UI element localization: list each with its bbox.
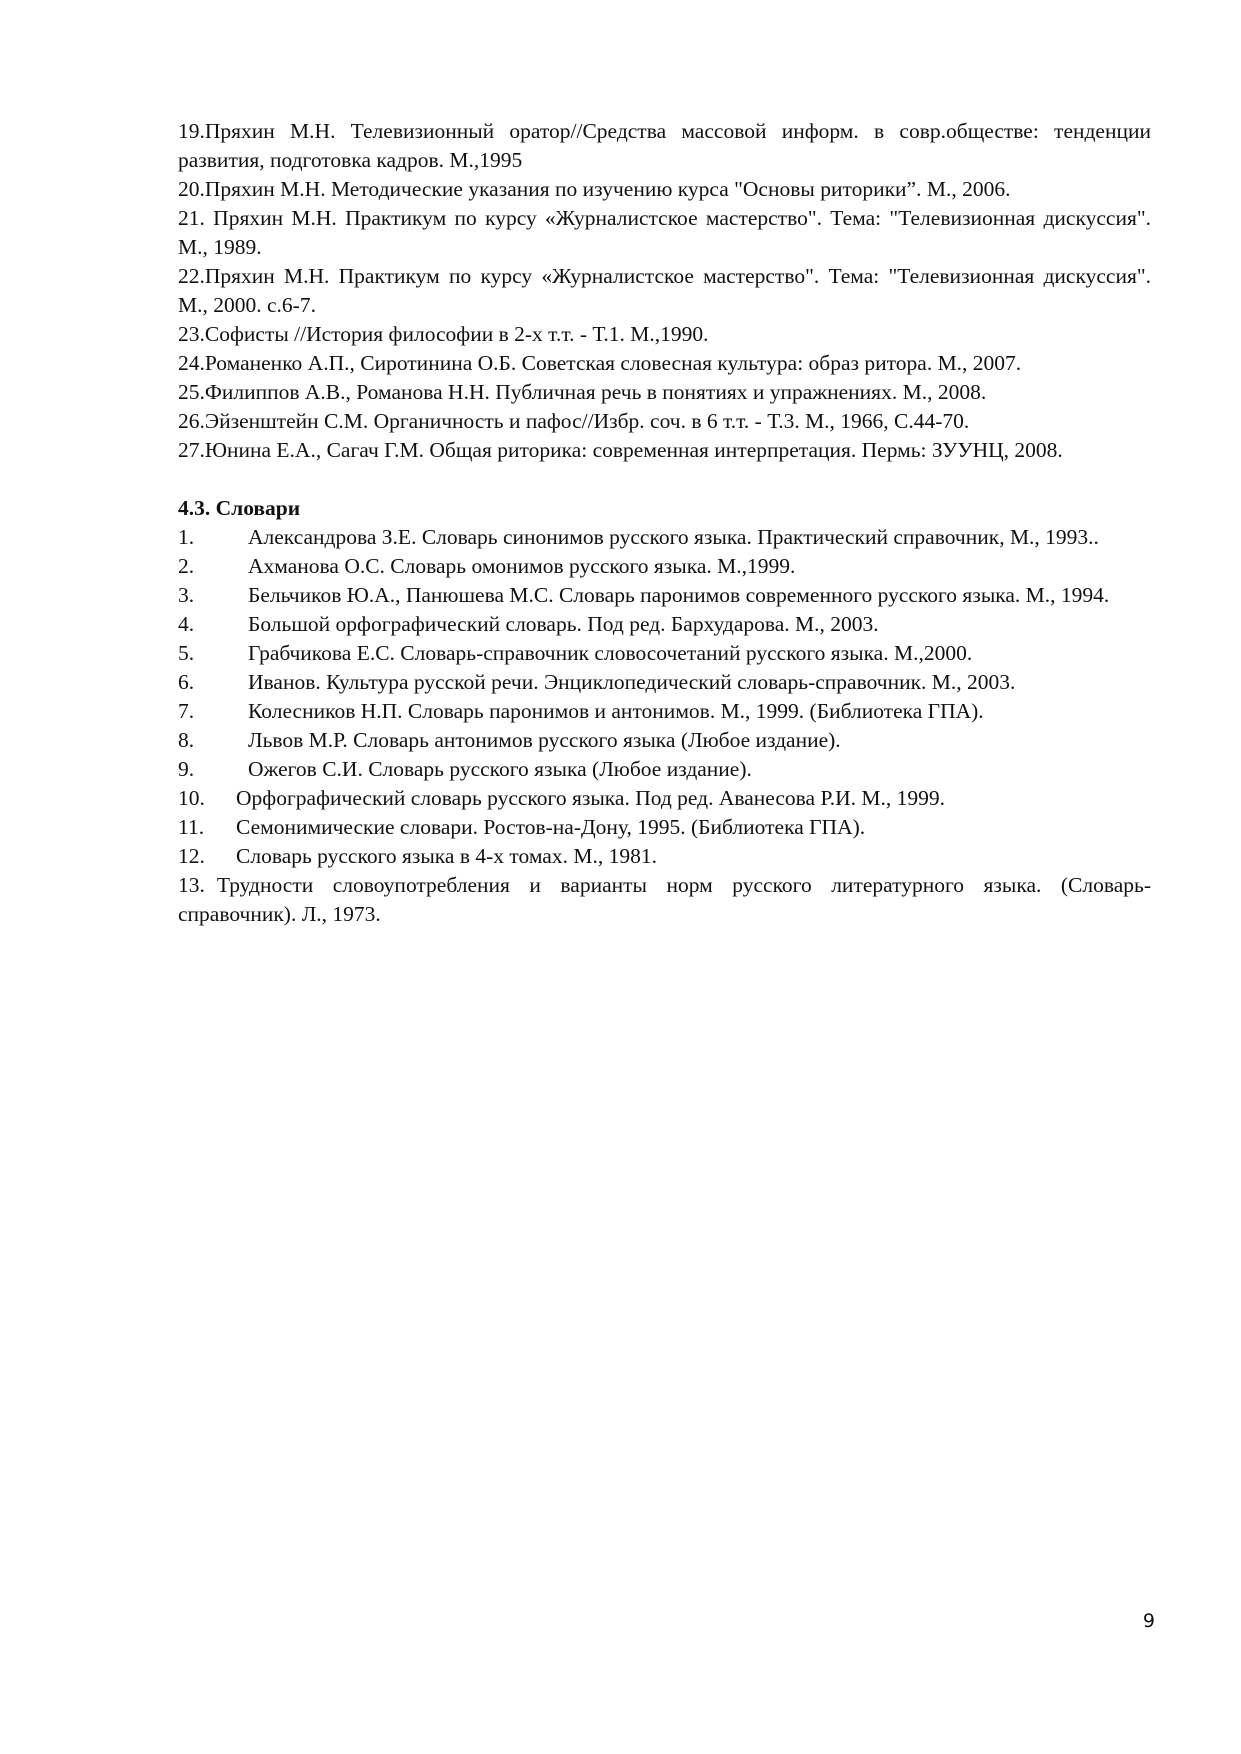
item-text: Колесников Н.П. Словарь паронимов и антонимов. М., 1999. (Библиотека ГПА). <box>248 699 984 723</box>
dictionary-item <box>178 784 1151 813</box>
item-text: Большой орфографический словарь. Под ред. Бархударова. М., 2003. <box>248 612 879 636</box>
item-text: Грабчикова Е.С. Словарь-справочник словосочетаний русского языка. М.,2000. <box>248 641 973 665</box>
dictionary-item <box>178 755 1151 784</box>
dictionary-item <box>178 842 1151 871</box>
dictionary-item <box>178 610 1151 639</box>
item-text: Ожегов С.И. Словарь русского языка (Любое издание). <box>248 757 752 781</box>
item-number: 12. <box>178 844 205 868</box>
reference-item: 24.Романенко А.П., Сиротинина О.Б. Советская словесная культура: образ ритора. М., 2007. <box>178 351 1022 375</box>
reference-item: 19.Пряхин М.Н. Телевизионный оратор//Средства массовой информ. в совр.обществе: тенденции развития, подготовка кадров. М.,1995 <box>178 119 1151 172</box>
dictionary-item <box>178 668 1151 697</box>
reference-item: 27.Юнина Е.А., Сагач Г.М. Общая риторика: современная интерпретация. Пермь: ЗУУНЦ, 2008. <box>178 438 1063 462</box>
dictionary-item <box>178 552 1151 581</box>
item-text: Александрова З.Е. Словарь синонимов русского языка. Практический справочник, М., 1993.. <box>248 525 1099 549</box>
item-number: 4. <box>178 612 195 636</box>
dictionary-item <box>178 726 1151 755</box>
reference-item: 21. Пряхин М.Н. Практикум по курсу «Журналистское мастерство". Тема: "Телевизионная дискуссия". М., 1989. <box>178 206 1151 259</box>
dictionary-list <box>178 523 1151 929</box>
dictionary-item <box>178 523 1151 552</box>
dictionary-item <box>178 639 1151 668</box>
item-text: Ахманова О.С. Словарь омонимов русского языка. М.,1999. <box>248 554 796 578</box>
reference-item: 20.Пряхин М.Н. Методические указания по изучению курса "Основы риторики”. М., 2006. <box>178 177 1011 201</box>
dictionary-item <box>178 813 1151 842</box>
reference-item: 26.Эйзенштейн С.М. Органичность и пафос//Избр. соч. в 6 т.т. - Т.3. М., 1966, С.44-70. <box>178 409 970 433</box>
reference-item: 25.Филиппов А.В., Романова Н.Н. Публичная речь в понятиях и упражнениях. М., 2008. <box>178 380 987 404</box>
reference-list <box>178 117 1151 465</box>
item-number: 8. <box>178 728 195 752</box>
item-number: 7. <box>178 699 195 723</box>
item-number: 11. <box>178 815 205 839</box>
page-number: 9 <box>1142 1610 1155 1632</box>
dictionary-item <box>178 581 1151 610</box>
item-text: Орфографический словарь русского языка. Под ред. Аванесова Р.И. М., 1999. <box>236 786 945 810</box>
item-number: 3. <box>178 583 195 607</box>
item-number: 10. <box>178 786 205 810</box>
dictionary-item <box>178 871 1151 929</box>
item-text: Бельчиков Ю.А., Панюшева М.С. Словарь паронимов современного русского языка. М., 1994. <box>248 583 1110 607</box>
item-text: Иванов. Культура русской речи. Энциклопедический словарь-справочник. М., 2003. <box>248 670 1016 694</box>
reference-item: 23.Софисты //История философии в 2-х т.т. - Т.1. М.,1990. <box>178 322 709 346</box>
item-number: 13. <box>178 873 205 897</box>
item-number: 5. <box>178 641 195 665</box>
section-title: 4.3. Словари <box>178 496 301 520</box>
item-text: Львов М.Р. Словарь антонимов русского языка (Любое издание). <box>248 728 841 752</box>
item-number: 9. <box>178 757 195 781</box>
item-text: Словарь русского языка в 4-х томах. М., 1981. <box>236 844 657 868</box>
item-text: Трудности словоупотребления и варианты норм русского литературного языка. (Словарь-справочник). Л., 1973. <box>178 873 1151 926</box>
item-number: 2. <box>178 554 195 578</box>
item-text: Семонимические словари. Ростов-на-Дону, 1995. (Библиотека ГПА). <box>236 815 866 839</box>
page-content <box>178 117 1151 929</box>
item-number: 6. <box>178 670 195 694</box>
dictionary-item <box>178 697 1151 726</box>
item-number: 1. <box>178 525 195 549</box>
reference-item: 22.Пряхин М.Н. Практикум по курсу «Журналистское мастерство". Тема: "Телевизионная дискуссия". М., 2000. с.6-7. <box>178 264 1151 317</box>
